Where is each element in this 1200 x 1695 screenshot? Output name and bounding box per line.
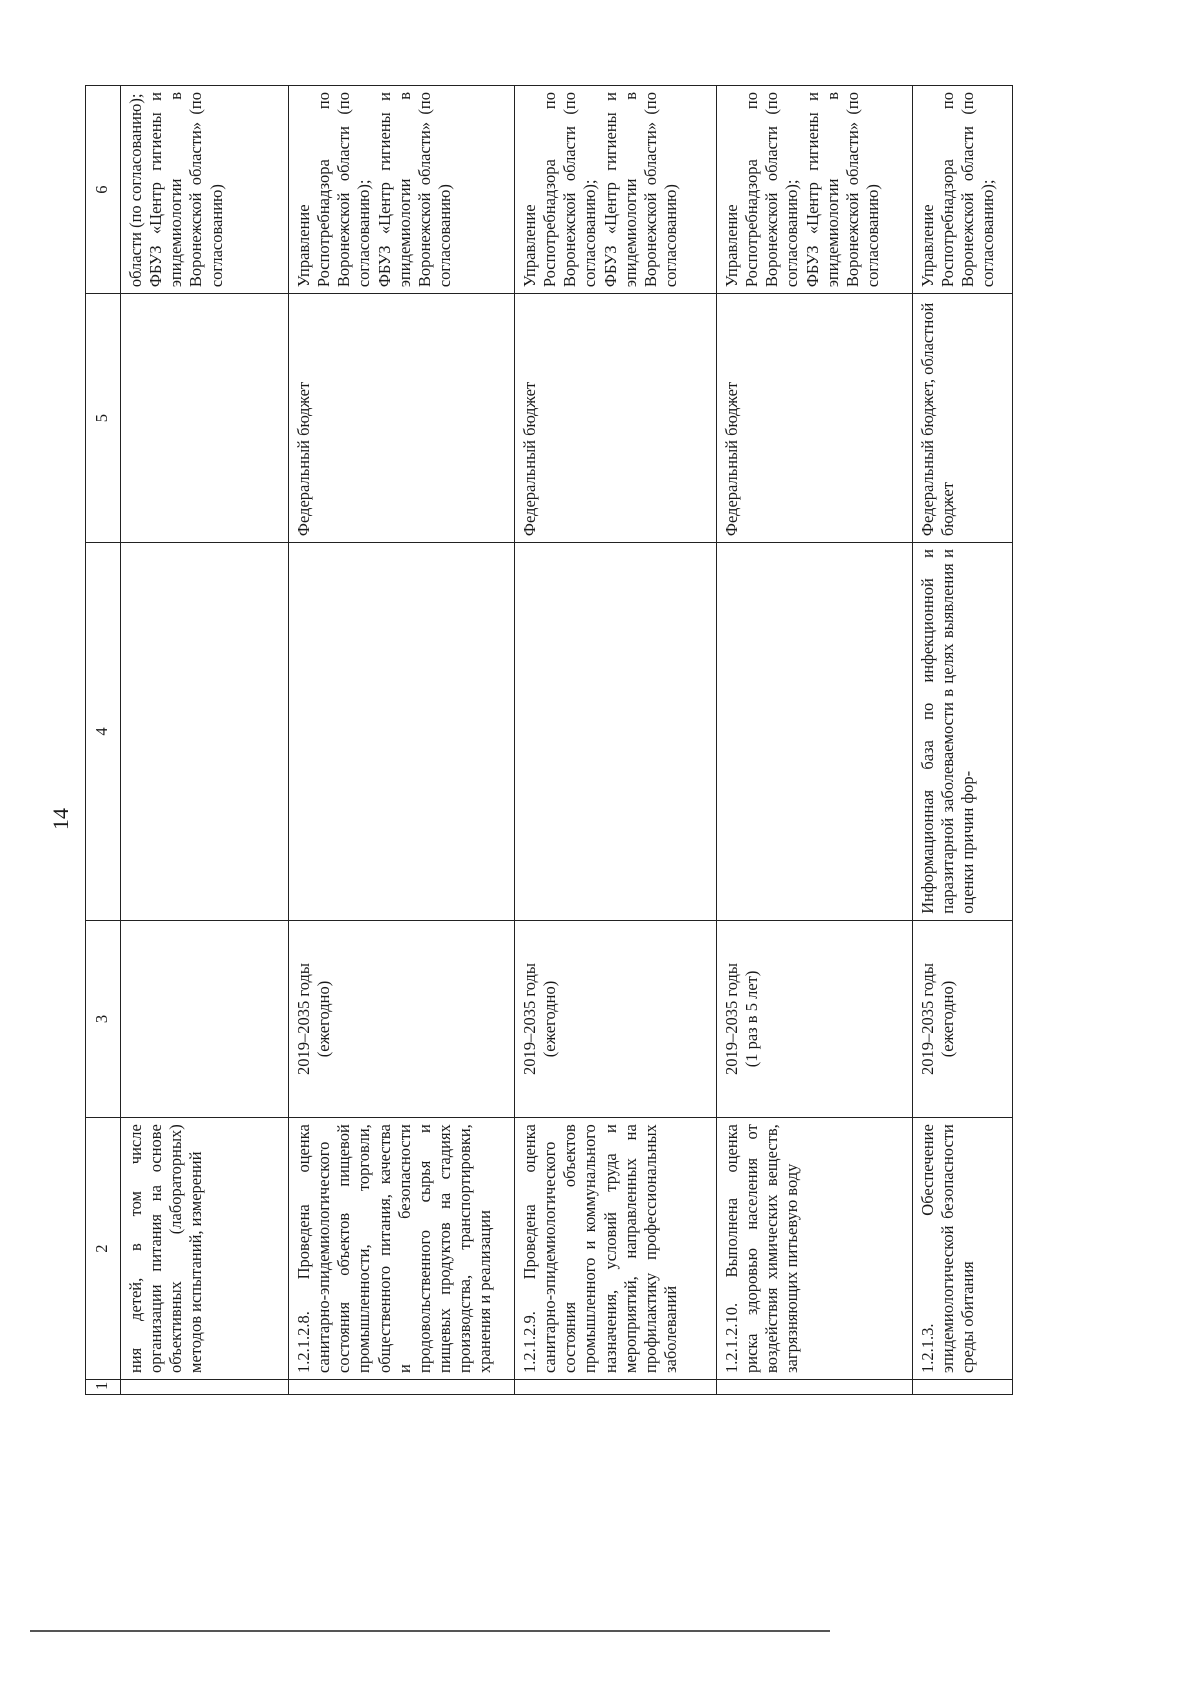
column-number: 5: [86, 294, 121, 543]
cell-period: [515, 920, 717, 1117]
cell-result: [515, 543, 717, 921]
column-number: 4: [86, 543, 121, 921]
page-number: 14: [48, 808, 73, 830]
cell-period: [121, 920, 289, 1117]
period-years: 2019–2035 годы: [722, 962, 741, 1075]
column-number: 2: [86, 1118, 121, 1380]
cell-period: [289, 920, 515, 1117]
cell-period: [913, 920, 1013, 1117]
column-number: 3: [86, 920, 121, 1117]
cell-executor: [289, 86, 515, 294]
cell-measure: ния детей, в том числе организации питания на основе объективных (лабораторных) методов испытаний, измерений: [121, 1118, 289, 1380]
period-frequency: (1 раз в 5 лет): [742, 970, 762, 1068]
executor-line: Управление Роспотребнадзора по Воронежской области (по согласованию);: [722, 92, 802, 288]
cell-measure: 1.2.1.2.8. Проведена оценка санитарно-эпидемиологического состояния объектов пищевой промышленности, торговли, общественного питания, качества и безопасности продовольственного сырья и пищевых продуктов на стадиях производства, транспортировки, хранения и реализации: [289, 1118, 515, 1380]
cell-period: [717, 920, 913, 1117]
cell-funding: Федеральный бюджет: [717, 294, 913, 543]
cell-measure: 1.2.1.2.9. Проведена оценка санитарно-эпидемиологического состояния объектов промышленного и коммунального назначения, условий труда и мероприятий, направленных на профилактику профессиональных заболеваний: [515, 1118, 717, 1380]
period-frequency: (ежегодно): [540, 980, 560, 1058]
cell-result: Информационная база по инфекционной и паразитарной заболеваемости в целях выявления и оценки причин фор-: [913, 543, 1013, 921]
cell-col1: [515, 1379, 717, 1394]
executor-line: Управление Роспотребнадзора по Воронежской области (по согласованию);: [294, 92, 374, 288]
executor-line: ФБУЗ «Центр гигиены и эпидемиологии в Воронежской области» (по согласованию): [374, 92, 454, 288]
period-years: 2019–2035 годы: [294, 962, 313, 1075]
cell-col1: [121, 1379, 289, 1394]
table-row: [913, 86, 1013, 1395]
cell-col1: [717, 1379, 913, 1394]
period-years: 2019–2035 годы: [918, 962, 937, 1075]
column-number-row: [86, 86, 121, 1395]
column-number: 1: [86, 1379, 121, 1394]
cell-funding: Федеральный бюджет: [289, 294, 515, 543]
table-row: [515, 86, 717, 1395]
plan-table: [85, 85, 1013, 1395]
cell-funding: Федеральный бюджет: [515, 294, 717, 543]
period-years: 2019–2035 годы: [520, 962, 539, 1075]
cell-funding: Федеральный бюджет, областной бюджет: [913, 294, 1013, 543]
table-row: [121, 86, 289, 1395]
table-row: [717, 86, 913, 1395]
period-frequency: (ежегодно): [314, 980, 334, 1058]
executor-line: Управление Роспотребнадзора по Воронежской области (по согласованию);: [520, 92, 600, 288]
cell-executor: [515, 86, 717, 294]
cell-executor: [717, 86, 913, 294]
period-frequency: (ежегодно): [938, 980, 958, 1058]
cell-measure: 1.2.1.2.10. Выполнена оценка риска здоровью населения от воздействия химических веществ, загрязняющих питьевую воду: [717, 1118, 913, 1380]
executor-line: Управление Роспотребнадзора по Воронежской области (по согласованию);: [918, 92, 998, 288]
rotated-table-wrapper: [85, 85, 1165, 1395]
executor-line: ФБУЗ «Центр гигиены и эпидемиологии в Воронежской области» (по согласованию): [600, 92, 680, 288]
cell-col1: [913, 1379, 1013, 1394]
executor-line: ФБУЗ «Центр гигиены и эпидемиологии в Воронежской области» (по согласованию): [146, 92, 226, 288]
cell-result: [121, 543, 289, 921]
cell-executor: [121, 86, 289, 294]
cell-measure: 1.2.1.3. Обеспечение эпидемиологической безопасности среды обитания: [913, 1118, 1013, 1380]
scan-edge-line: [30, 1630, 830, 1632]
cell-col1: [289, 1379, 515, 1394]
column-number: 6: [86, 86, 121, 294]
cell-result: [717, 543, 913, 921]
cell-executor: [913, 86, 1013, 294]
cell-result: [289, 543, 515, 921]
executor-line: области (по согласованию);: [126, 93, 145, 288]
executor-line: ФБУЗ «Центр гигиены и эпидемиологии в Воронежской области» (по согласованию): [802, 92, 882, 288]
table-row: [289, 86, 515, 1395]
cell-funding: [121, 294, 289, 543]
